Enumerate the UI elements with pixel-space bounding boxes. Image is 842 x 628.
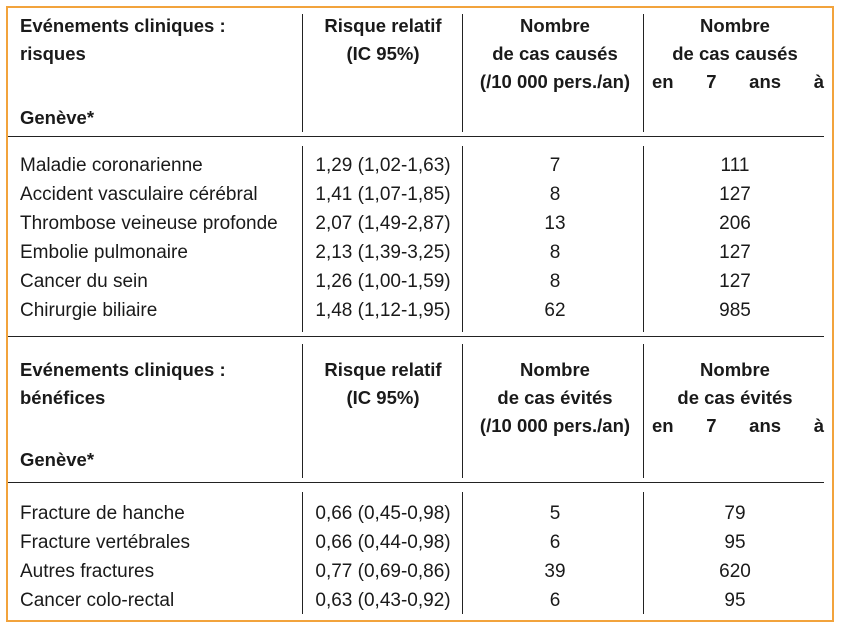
col-rule-2c xyxy=(462,344,463,478)
relative-risk: 0,63 (0,43-0,92) xyxy=(315,590,451,611)
avoided-year-header-line2: de cas évités xyxy=(497,387,613,408)
col-rule-1d xyxy=(302,492,303,614)
event-name: Accident vasculaire cérébral xyxy=(20,184,258,205)
cases-per-year: 7 xyxy=(549,155,561,176)
cases-seven-years: 985 xyxy=(719,300,751,321)
cases-per-year: 8 xyxy=(549,271,561,292)
header-rule-benefits xyxy=(8,482,824,483)
cases-year-header-line1: Nombre xyxy=(520,15,590,36)
relative-risk: 0,66 (0,44-0,98) xyxy=(315,532,451,553)
cases-7y-header-line1: Nombre xyxy=(700,15,770,36)
event-name: Maladie coronarienne xyxy=(20,155,203,176)
event-name: Embolie pulmonaire xyxy=(20,242,188,263)
avoided-7y-header-line2: de cas évités xyxy=(677,387,793,408)
cases-per-year: 8 xyxy=(549,184,561,205)
cases-per-year: 13 xyxy=(544,213,566,234)
cases-year-header-line3: (/10 000 pers./an) xyxy=(479,71,631,92)
cases-seven-years: 127 xyxy=(719,271,751,292)
col-rule-3a xyxy=(643,14,644,132)
col-rule-2a xyxy=(462,14,463,132)
relative-risk: 1,41 (1,07-1,85) xyxy=(315,184,451,205)
cases-per-year: 39 xyxy=(544,561,566,582)
cases-per-year: 6 xyxy=(549,532,561,553)
cases-per-year: 8 xyxy=(549,242,561,263)
header-rule-risks xyxy=(8,136,824,137)
section-risks-geneve: Genève* xyxy=(20,107,95,128)
col-rule-3b xyxy=(643,146,644,332)
cases-per-year: 6 xyxy=(549,590,561,611)
avoided-7y-header-line3: en 7 ans à xyxy=(652,415,824,436)
rr-header-line2: (IC 95%) xyxy=(346,43,420,64)
col-rule-3c xyxy=(643,344,644,478)
cases-per-year: 62 xyxy=(544,300,566,321)
rr-header2-line2: (IC 95%) xyxy=(346,387,420,408)
event-name: Fracture vertébrales xyxy=(20,532,191,553)
col-rule-2d xyxy=(462,492,463,614)
relative-risk: 1,26 (1,00-1,59) xyxy=(315,271,451,292)
event-name: Cancer du sein xyxy=(20,271,148,292)
avoided-year-header-line1: Nombre xyxy=(520,359,590,380)
section-risks-title-line2: risques xyxy=(20,43,86,64)
relative-risk: 1,48 (1,12-1,95) xyxy=(315,300,451,321)
cases-seven-years: 127 xyxy=(719,184,751,205)
event-name: Thrombose veineuse profonde xyxy=(20,213,278,234)
col-rule-1a xyxy=(302,14,303,132)
section-risks-title-line1: Evénements cliniques : xyxy=(20,15,226,36)
event-name: Fracture de hanche xyxy=(20,503,185,524)
cases-per-year: 5 xyxy=(549,503,561,524)
cases-seven-years: 95 xyxy=(724,532,746,553)
cases-seven-years: 79 xyxy=(724,503,746,524)
relative-risk: 2,13 (1,39-3,25) xyxy=(315,242,451,263)
rr-header2-line1: Risque relatif xyxy=(324,359,442,380)
relative-risk: 2,07 (1,49-2,87) xyxy=(315,213,451,234)
cases-seven-years: 620 xyxy=(719,561,751,582)
relative-risk: 0,77 (0,69-0,86) xyxy=(315,561,451,582)
relative-risk: 1,29 (1,02-1,63) xyxy=(315,155,451,176)
col-rule-1c xyxy=(302,344,303,478)
relative-risk: 0,66 (0,45-0,98) xyxy=(315,503,451,524)
col-rule-1b xyxy=(302,146,303,332)
cases-seven-years: 206 xyxy=(719,213,751,234)
cases-year-header-line2: de cas causés xyxy=(492,43,618,64)
cases-7y-header-line3: en 7 ans à xyxy=(652,71,824,92)
cases-seven-years: 95 xyxy=(724,590,746,611)
event-name: Autres fractures xyxy=(20,561,155,582)
section-divider xyxy=(8,336,824,337)
cases-seven-years: 111 xyxy=(720,155,750,176)
col-rule-2b xyxy=(462,146,463,332)
rr-header-line1: Risque relatif xyxy=(324,15,442,36)
avoided-year-header-line3: (/10 000 pers./an) xyxy=(479,415,631,436)
event-name: Cancer colo-rectal xyxy=(20,590,175,611)
section-benefits-title-line2: bénéfices xyxy=(20,387,106,408)
event-name: Chirurgie biliaire xyxy=(20,300,158,321)
cases-seven-years: 127 xyxy=(719,242,751,263)
cases-7y-header-line2: de cas causés xyxy=(672,43,798,64)
section-benefits-title-line1: Evénements cliniques : xyxy=(20,359,226,380)
section-benefits-geneve: Genève* xyxy=(20,449,95,470)
avoided-7y-header-line1: Nombre xyxy=(700,359,770,380)
col-rule-3d xyxy=(643,492,644,614)
